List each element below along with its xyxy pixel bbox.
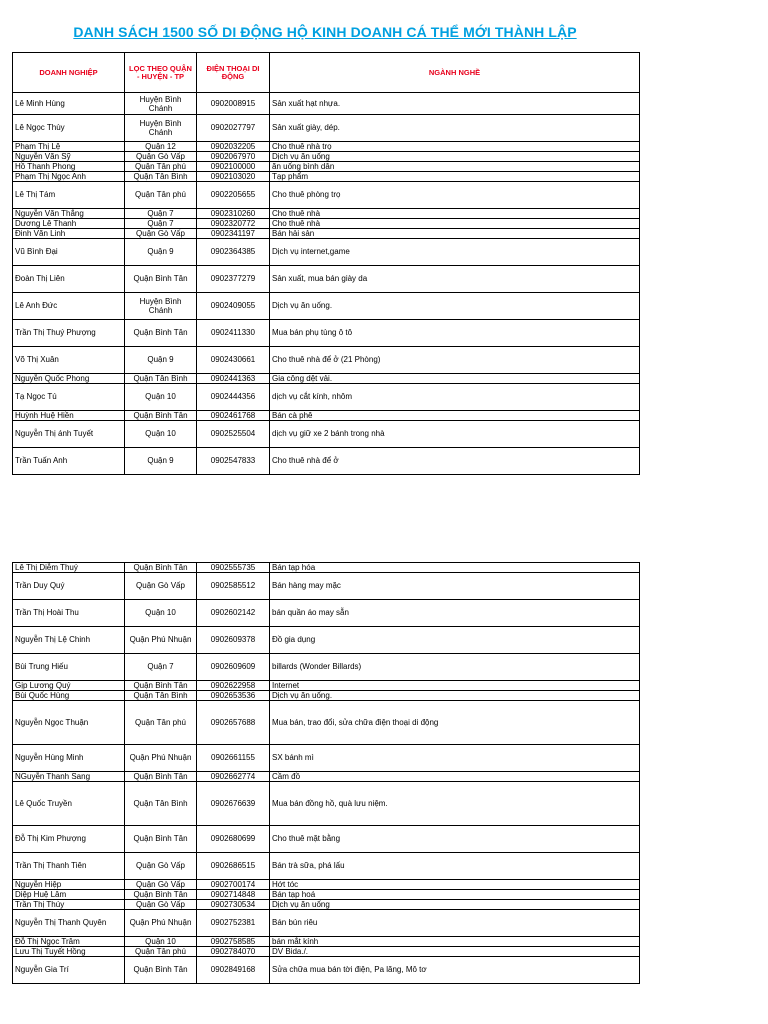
header-industry: NGÀNH NGHỀ bbox=[270, 53, 640, 93]
business-name-cell: Nguyễn Văn Thắng bbox=[13, 209, 125, 219]
business-name-cell: Nguyễn Hùng Minh bbox=[13, 745, 125, 772]
industry-cell: Dịch vụ internet,game bbox=[270, 239, 640, 266]
business-table-2 bbox=[12, 562, 640, 984]
business-name-cell: Huỳnh Huệ Hiền bbox=[13, 411, 125, 421]
district-cell: Quận Gò Vấp bbox=[125, 900, 197, 910]
industry-cell: Sửa chữa mua bán tời điện, Pa lăng, Mô tơ bbox=[270, 957, 640, 984]
industry-cell: dịch vụ cắt kính, nhôm bbox=[270, 384, 640, 411]
industry-cell: Cho thuê phòng trọ bbox=[270, 182, 640, 209]
district-cell: Quận 9 bbox=[125, 347, 197, 374]
business-name-cell: Đỗ Thị Kim Phượng bbox=[13, 826, 125, 853]
table-row bbox=[13, 910, 640, 937]
document-title: DANH SÁCH 1500 SỐ DI ĐỘNG HỘ KINH DOANH CÁ THỂ MỚI THÀNH LẬP bbox=[73, 24, 577, 40]
business-name-cell: Gịp Lương Quý bbox=[13, 681, 125, 691]
header-district: LỌC THEO QUẬN - HUYỆN - TP bbox=[125, 53, 197, 93]
business-name-cell: Trần Thị Thanh Tiên bbox=[13, 853, 125, 880]
industry-cell: Cho thuê nhà trọ bbox=[270, 142, 640, 152]
business-name-cell: Bùi Trung Hiếu bbox=[13, 654, 125, 681]
industry-cell: Sản xuất giày, dép. bbox=[270, 115, 640, 142]
table-row bbox=[13, 152, 640, 162]
industry-cell: Dịch vụ ăn uống. bbox=[270, 691, 640, 701]
district-cell: Quận Gò Vấp bbox=[125, 880, 197, 890]
district-cell: Quận 9 bbox=[125, 448, 197, 475]
table-row bbox=[13, 880, 640, 890]
district-cell: Quận Gò Vấp bbox=[125, 229, 197, 239]
industry-cell: Bán bún riêu bbox=[270, 910, 640, 937]
phone-cell: 0902680699 bbox=[197, 826, 270, 853]
phone-cell: 0902657688 bbox=[197, 701, 270, 745]
district-cell: Quận Bình Tân bbox=[125, 681, 197, 691]
table-row bbox=[13, 239, 640, 266]
table-row bbox=[13, 384, 640, 411]
industry-cell: Bán tạp hóa bbox=[270, 563, 640, 573]
phone-cell: 0902525504 bbox=[197, 421, 270, 448]
table-row bbox=[13, 347, 640, 374]
industry-cell: Cho thuê nhà để ở bbox=[270, 448, 640, 475]
phone-cell: 0902364385 bbox=[197, 239, 270, 266]
phone-cell: 0902622958 bbox=[197, 681, 270, 691]
business-name-cell: Lưu Thị Tuyết Hồng bbox=[13, 947, 125, 957]
phone-cell: 0902409055 bbox=[197, 293, 270, 320]
district-cell: Quận Gò Vấp bbox=[125, 573, 197, 600]
table-row bbox=[13, 142, 640, 152]
industry-cell: Sản xuất hạt nhựa. bbox=[270, 93, 640, 115]
table-row bbox=[13, 182, 640, 209]
business-name-cell: Trần Duy Quý bbox=[13, 573, 125, 600]
district-cell: Quận Bình Tân bbox=[125, 826, 197, 853]
industry-cell: Dịch vụ ăn uống bbox=[270, 152, 640, 162]
table-row bbox=[13, 448, 640, 475]
business-name-cell: Phạm Thị Lệ bbox=[13, 142, 125, 152]
business-name-cell: Võ Thị Xuân bbox=[13, 347, 125, 374]
district-cell: Huyện Bình Chánh bbox=[125, 115, 197, 142]
table-row bbox=[13, 937, 640, 947]
district-cell: Quận Tân phú bbox=[125, 182, 197, 209]
phone-cell: 0902676639 bbox=[197, 782, 270, 826]
phone-cell: 0902027797 bbox=[197, 115, 270, 142]
district-cell: Quận Bình Tân bbox=[125, 266, 197, 293]
industry-cell: Bán trà sữa, phá lấu bbox=[270, 853, 640, 880]
phone-cell: 0902653536 bbox=[197, 691, 270, 701]
district-cell: Quận 10 bbox=[125, 600, 197, 627]
phone-cell: 0902067970 bbox=[197, 152, 270, 162]
phone-cell: 0902849168 bbox=[197, 957, 270, 984]
phone-cell: 0902377279 bbox=[197, 266, 270, 293]
district-cell: Quận 7 bbox=[125, 654, 197, 681]
industry-cell: Bán hải sản bbox=[270, 229, 640, 239]
district-cell: Quận Gò Vấp bbox=[125, 853, 197, 880]
industry-cell: Dịch vụ ăn uống bbox=[270, 900, 640, 910]
phone-cell: 0902547833 bbox=[197, 448, 270, 475]
industry-cell: Bán tạp hoá bbox=[270, 890, 640, 900]
district-cell: Quận 10 bbox=[125, 384, 197, 411]
phone-cell: 0902661155 bbox=[197, 745, 270, 772]
table-row bbox=[13, 219, 640, 229]
industry-cell: Cho thuê nhà bbox=[270, 219, 640, 229]
table-row bbox=[13, 374, 640, 384]
business-name-cell: Tạ Ngọc Tú bbox=[13, 384, 125, 411]
table-header-row bbox=[13, 53, 640, 93]
phone-cell: 0902444356 bbox=[197, 384, 270, 411]
table-row bbox=[13, 701, 640, 745]
business-name-cell: Lê Thị Diễm Thuý bbox=[13, 563, 125, 573]
district-cell: Quận Bình Tân bbox=[125, 411, 197, 421]
district-cell: Quận Bình Tân bbox=[125, 957, 197, 984]
phone-cell: 0902730534 bbox=[197, 900, 270, 910]
phone-cell: 0902430661 bbox=[197, 347, 270, 374]
industry-cell: Sản xuất, mua bán giày da bbox=[270, 266, 640, 293]
table-row bbox=[13, 947, 640, 957]
table-row bbox=[13, 209, 640, 219]
business-name-cell: Nguyễn Ngọc Thuận bbox=[13, 701, 125, 745]
industry-cell: Bán cà phê bbox=[270, 411, 640, 421]
district-cell: Quận Tân phú bbox=[125, 162, 197, 172]
industry-cell: SX bánh mì bbox=[270, 745, 640, 772]
phone-cell: 0902341197 bbox=[197, 229, 270, 239]
phone-cell: 0902100000 bbox=[197, 162, 270, 172]
phone-cell: 0902686515 bbox=[197, 853, 270, 880]
industry-cell: bán quần áo may sẵn bbox=[270, 600, 640, 627]
phone-cell: 0902411330 bbox=[197, 320, 270, 347]
table-body-1 bbox=[13, 93, 640, 475]
business-name-cell: Nguyễn Gia Trí bbox=[13, 957, 125, 984]
business-name-cell: Bùi Quốc Hùng bbox=[13, 691, 125, 701]
phone-cell: 0902585512 bbox=[197, 573, 270, 600]
phone-cell: 0902205655 bbox=[197, 182, 270, 209]
business-name-cell: Lê Ngọc Thùy bbox=[13, 115, 125, 142]
header-business: DOANH NGHIỆP bbox=[13, 53, 125, 93]
business-name-cell: NGuyễn Thanh Sang bbox=[13, 772, 125, 782]
business-name-cell: Lê Thị Tám bbox=[13, 182, 125, 209]
industry-cell: Dịch vụ ăn uống. bbox=[270, 293, 640, 320]
table-row bbox=[13, 229, 640, 239]
district-cell: Huyện Bình Chánh bbox=[125, 93, 197, 115]
table-row bbox=[13, 421, 640, 448]
district-cell: Quận 7 bbox=[125, 219, 197, 229]
table-row bbox=[13, 266, 640, 293]
business-name-cell: Nguyễn Văn Sỹ bbox=[13, 152, 125, 162]
phone-cell: 0902700174 bbox=[197, 880, 270, 890]
business-name-cell: Lê Anh Đức bbox=[13, 293, 125, 320]
industry-cell: Mua bán, trao đổi, sửa chữa điện thoại di động bbox=[270, 701, 640, 745]
district-cell: Quận Tân Bình bbox=[125, 782, 197, 826]
industry-cell: Đồ gia dụng bbox=[270, 627, 640, 654]
business-name-cell: Lê Quốc Truyền bbox=[13, 782, 125, 826]
industry-cell: Mua bán đồng hồ, quà lưu niệm. bbox=[270, 782, 640, 826]
industry-cell: Hớt tóc bbox=[270, 880, 640, 890]
business-name-cell: Nguyễn Thị Lệ Chinh bbox=[13, 627, 125, 654]
table-row bbox=[13, 745, 640, 772]
phone-cell: 0902103020 bbox=[197, 172, 270, 182]
industry-cell: Internet bbox=[270, 681, 640, 691]
table-row bbox=[13, 782, 640, 826]
district-cell: Quận Bình Tân bbox=[125, 890, 197, 900]
district-cell: Quận Bình Tân bbox=[125, 772, 197, 782]
business-name-cell: Lê Minh Hùng bbox=[13, 93, 125, 115]
industry-cell: Cầm đồ bbox=[270, 772, 640, 782]
table-row bbox=[13, 957, 640, 984]
business-name-cell: Nguyễn Thị ánh Tuyết bbox=[13, 421, 125, 448]
table-row bbox=[13, 772, 640, 782]
business-table-1 bbox=[12, 52, 640, 475]
header-phone: ĐIỆN THOẠI DI ĐỘNG bbox=[197, 53, 270, 93]
business-name-cell: Nguyễn Quốc Phong bbox=[13, 374, 125, 384]
business-name-cell: Nguyễn Hiệp bbox=[13, 880, 125, 890]
district-cell: Quận Bình Tân bbox=[125, 320, 197, 347]
district-cell: Quận 12 bbox=[125, 142, 197, 152]
business-name-cell: Nguyễn Thị Thanh Quyên bbox=[13, 910, 125, 937]
table-row bbox=[13, 654, 640, 681]
table-row bbox=[13, 853, 640, 880]
business-name-cell: Phạm Thị Ngọc Anh bbox=[13, 172, 125, 182]
district-cell: Quận 10 bbox=[125, 421, 197, 448]
phone-cell: 0902032205 bbox=[197, 142, 270, 152]
district-cell: Quận Bình Tân bbox=[125, 563, 197, 573]
phone-cell: 0902602142 bbox=[197, 600, 270, 627]
phone-cell: 0902609378 bbox=[197, 627, 270, 654]
table-row bbox=[13, 600, 640, 627]
industry-cell: dịch vụ giữ xe 2 bánh trong nhà bbox=[270, 421, 640, 448]
business-name-cell: Trần Thị Hoài Thu bbox=[13, 600, 125, 627]
table-row bbox=[13, 826, 640, 853]
district-cell: Quận 7 bbox=[125, 209, 197, 219]
industry-cell: bán mắt kính bbox=[270, 937, 640, 947]
industry-cell: Gia công dệt vải. bbox=[270, 374, 640, 384]
district-cell: Quận Tân phú bbox=[125, 947, 197, 957]
business-name-cell: Vũ Bình Đại bbox=[13, 239, 125, 266]
table-row bbox=[13, 573, 640, 600]
industry-cell: Cho thuê nhà để ở (21 Phòng) bbox=[270, 347, 640, 374]
district-cell: Quận Tân Bình bbox=[125, 691, 197, 701]
table-row bbox=[13, 293, 640, 320]
business-name-cell: Hồ Thanh Phong bbox=[13, 162, 125, 172]
district-cell: Quận Tân Bình bbox=[125, 374, 197, 384]
phone-cell: 0902008915 bbox=[197, 93, 270, 115]
industry-cell: ăn uống bình dân bbox=[270, 162, 640, 172]
phone-cell: 0902752381 bbox=[197, 910, 270, 937]
district-cell: Quận 9 bbox=[125, 239, 197, 266]
business-name-cell: Đoàn Thị Liên bbox=[13, 266, 125, 293]
business-name-cell: Đinh Văn Linh bbox=[13, 229, 125, 239]
phone-cell: 0902310260 bbox=[197, 209, 270, 219]
table-row bbox=[13, 411, 640, 421]
phone-cell: 0902609609 bbox=[197, 654, 270, 681]
industry-cell: Cho thuê mặt bằng bbox=[270, 826, 640, 853]
table-body-2 bbox=[13, 563, 640, 984]
business-name-cell: Diệp Huệ Lâm bbox=[13, 890, 125, 900]
district-cell: Quận Gò Vấp bbox=[125, 152, 197, 162]
phone-cell: 0902441363 bbox=[197, 374, 270, 384]
table-row bbox=[13, 890, 640, 900]
phone-cell: 0902662774 bbox=[197, 772, 270, 782]
phone-cell: 0902555735 bbox=[197, 563, 270, 573]
table-row bbox=[13, 627, 640, 654]
phone-cell: 0902784070 bbox=[197, 947, 270, 957]
district-cell: Quận Tân phú bbox=[125, 701, 197, 745]
table-row bbox=[13, 162, 640, 172]
industry-cell: billards (Wonder Billards) bbox=[270, 654, 640, 681]
business-name-cell: Dương Lê Thanh bbox=[13, 219, 125, 229]
phone-cell: 0902320772 bbox=[197, 219, 270, 229]
district-cell: Quận Tân Bình bbox=[125, 172, 197, 182]
table-row bbox=[13, 681, 640, 691]
business-name-cell: Trần Tuấn Anh bbox=[13, 448, 125, 475]
industry-cell: Bán hàng may mặc bbox=[270, 573, 640, 600]
phone-cell: 0902461768 bbox=[197, 411, 270, 421]
industry-cell: Tạp phẩm bbox=[270, 172, 640, 182]
table-row bbox=[13, 115, 640, 142]
district-cell: Quận Phú Nhuận bbox=[125, 627, 197, 654]
district-cell: Quận Phú Nhuận bbox=[125, 910, 197, 937]
table-row bbox=[13, 563, 640, 573]
industry-cell: DV Bida./. bbox=[270, 947, 640, 957]
industry-cell: Cho thuê nhà bbox=[270, 209, 640, 219]
table-row bbox=[13, 691, 640, 701]
business-name-cell: Trần Thị Thuý Phượng bbox=[13, 320, 125, 347]
table-row bbox=[13, 93, 640, 115]
table-row bbox=[13, 900, 640, 910]
table-row bbox=[13, 320, 640, 347]
district-cell: Quận Phú Nhuận bbox=[125, 745, 197, 772]
industry-cell: Mua bán phụ tùng ô tô bbox=[270, 320, 640, 347]
business-name-cell: Trần Thị Thúy bbox=[13, 900, 125, 910]
business-name-cell: Đỗ Thị Ngọc Trâm bbox=[13, 937, 125, 947]
phone-cell: 0902714848 bbox=[197, 890, 270, 900]
district-cell: Quận 10 bbox=[125, 937, 197, 947]
district-cell: Huyện Bình Chánh bbox=[125, 293, 197, 320]
table-row bbox=[13, 172, 640, 182]
phone-cell: 0902758585 bbox=[197, 937, 270, 947]
